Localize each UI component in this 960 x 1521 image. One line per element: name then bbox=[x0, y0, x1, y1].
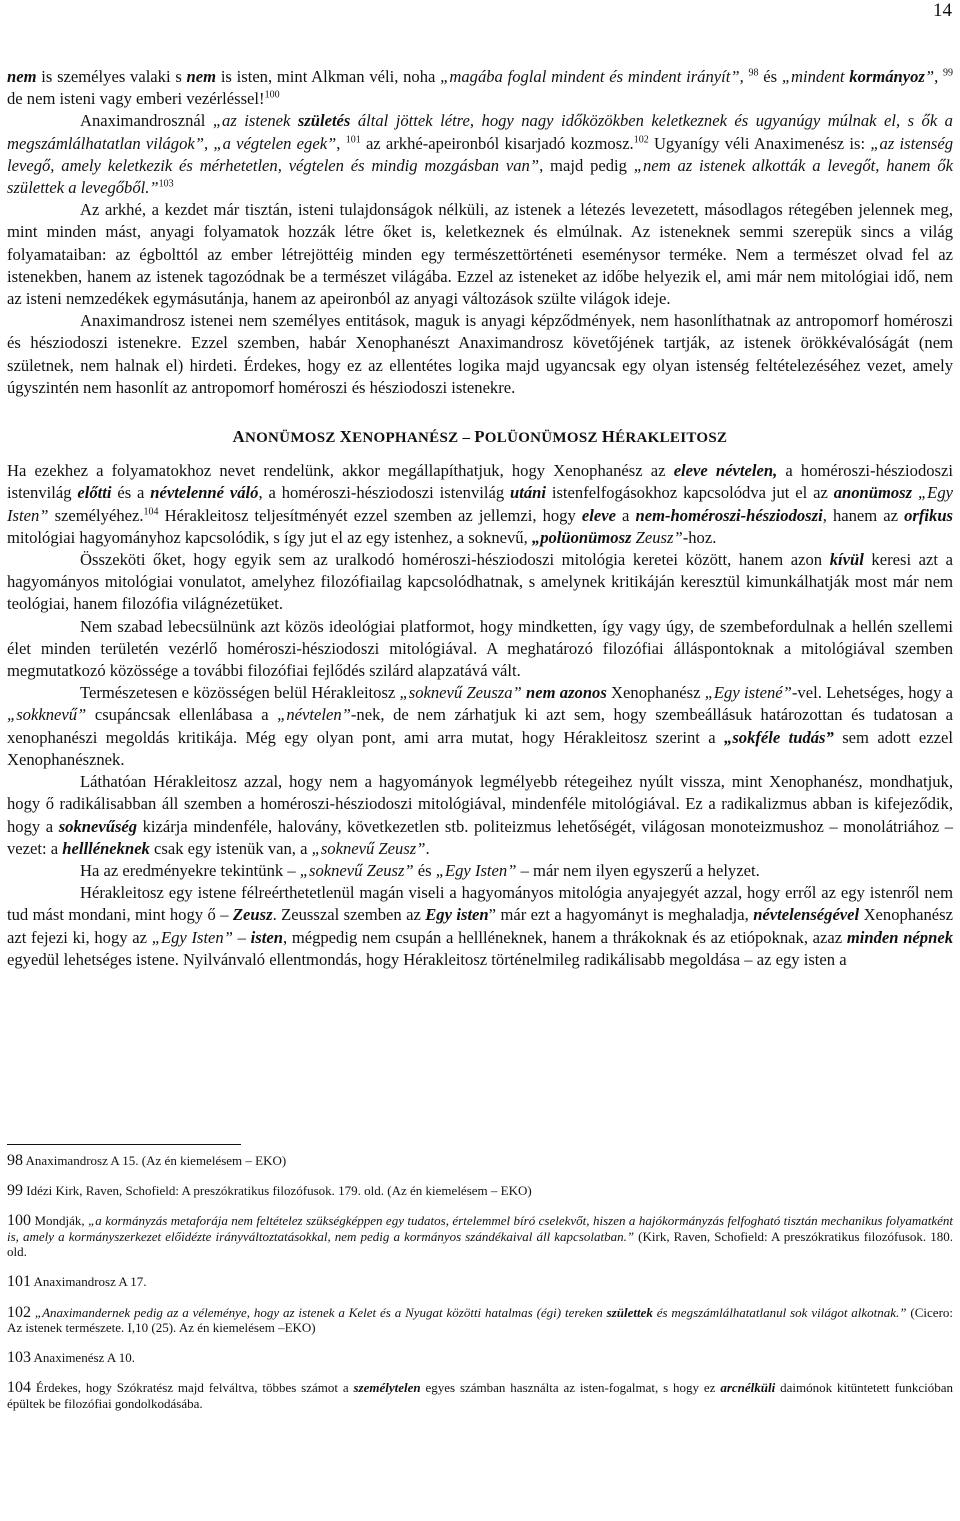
page-number: 14 bbox=[933, 0, 952, 21]
text-span: ” bbox=[924, 67, 935, 86]
footnote-ref[interactable]: 102 bbox=[633, 134, 649, 146]
text-span: orfikus bbox=[904, 505, 953, 525]
footnote-text: egyes számban használta az isten-fogalmat, s hogy ez bbox=[420, 1380, 721, 1396]
text-span: Hérakleitosz teljesítményét ezzel szemben az jellemzi, hogy bbox=[158, 505, 582, 525]
text-span: -nek, de nem zárhatjuk ki azt sem, hogy szembeállásuk határozottan és tudatosan a xenophanészi megoldás kritikája. Még egy olyan pont, ami arra mutat, hogy Hérakleitosz szerint a bbox=[7, 705, 953, 747]
footnote-text: arcnélküli bbox=[720, 1380, 776, 1396]
footnote bbox=[7, 1213, 953, 1260]
paragraph bbox=[7, 110, 953, 199]
text-span: Zeusz bbox=[232, 905, 273, 925]
text-span: anonümosz bbox=[833, 483, 913, 503]
footnote-text: Érdekes, hogy Szókratész majd felváltva, többes számot a bbox=[35, 1380, 354, 1396]
footnote-text: (Cicero: Az istenek természete. I,10 (25). Az én kiemelésem –EKO) bbox=[7, 1304, 954, 1336]
heading-word: ENOPHANÉSZ bbox=[352, 430, 459, 447]
text-span: és bbox=[758, 67, 782, 86]
paragraph bbox=[7, 460, 953, 549]
paragraph bbox=[7, 66, 953, 110]
text-span: „nem az istenek alkották a levegőt, hanem ők születtek a levegőből.” bbox=[7, 155, 953, 198]
text-span: isten bbox=[250, 927, 283, 947]
text-span: , bbox=[336, 133, 346, 153]
paragraph bbox=[7, 682, 953, 771]
text-span: -hoz. bbox=[682, 527, 717, 547]
text-span: „soknevű Zeusz” bbox=[299, 860, 414, 880]
footnote-ref[interactable]: 100 bbox=[264, 89, 280, 101]
footnote-text: személytelen bbox=[353, 1380, 421, 1396]
text-span: névtelenségével bbox=[753, 905, 860, 925]
footnote bbox=[7, 1305, 953, 1336]
heading-word: NONÜMOSZ bbox=[244, 430, 336, 447]
footnote bbox=[7, 1350, 953, 1366]
heading-initial: X bbox=[339, 427, 353, 447]
footnote-number: 99 bbox=[7, 1182, 23, 1200]
paragraph: Nem szabad lebecsülnünk azt közös ideológiai platformot, hogy mindketten, így vagy úgy, de szembefordulnak a hellén szellemi élet minden területén vezérlő homéroszi-hésziodoszi mitológiával. A meghatározó filozófiai álláspontoknak a mitológiával szemben megmutatkozó közössége a további filozófiai fejlődés szilárd alapzatává vált. bbox=[7, 616, 953, 681]
text-span: „Egy istené” bbox=[704, 683, 792, 703]
footnote-ref[interactable]: 98 bbox=[748, 67, 759, 79]
text-span: – már nem ilyen egyszerű a helyzet. bbox=[516, 860, 760, 880]
heading-word: ÉRAKLEITOSZ bbox=[615, 430, 728, 447]
text-span: nem bbox=[186, 67, 217, 86]
text-span: Természetesen e közösségen belül Hérakleitosz bbox=[80, 683, 400, 703]
footnote-text: születtek bbox=[606, 1304, 653, 1320]
heading-dash: – bbox=[462, 430, 471, 447]
text-span: névtelenné váló bbox=[150, 483, 259, 503]
text-span: hellléneknek bbox=[62, 838, 150, 858]
footnote-number: 100 bbox=[7, 1212, 31, 1230]
text-span: is isten, mint Alkman véli, noha bbox=[216, 67, 441, 86]
text-span: előtti bbox=[77, 483, 112, 503]
footnote-text: Anaximenész A 10. bbox=[33, 1350, 136, 1366]
text-span: az arkhé-apeironból kisarjadó kozmosz. bbox=[360, 133, 634, 153]
text-span: Zeusz” bbox=[631, 527, 683, 547]
text-span: is személyes valaki s bbox=[36, 67, 187, 86]
footnote-text: Idézi Kirk, Raven, Schofield: A preszókratikus filozófusok. 179. old. (Az én kiemelésem – EKO) bbox=[26, 1183, 532, 1199]
text-span: , a homéroszi-hésziodoszi istenvilág bbox=[258, 483, 511, 503]
footnote bbox=[7, 1380, 953, 1411]
text-span: „az istenek bbox=[212, 111, 298, 131]
text-span: , bbox=[739, 67, 749, 86]
paragraph bbox=[7, 860, 953, 882]
footnote-ref[interactable]: 99 bbox=[943, 67, 954, 79]
section-heading bbox=[7, 426, 953, 449]
text-span: „soknevű Zeusza” bbox=[399, 683, 522, 703]
text-span: Egy isten bbox=[425, 905, 489, 925]
text-span: Ha ezekhez a folyamatokhoz nevet rendelünk, akkor megállapíthatjuk, hogy Xenophanész az bbox=[7, 461, 674, 481]
footnote-number: 104 bbox=[7, 1379, 31, 1397]
footnote-text: Anaximandrosz A 15. (Az én kiemelésem – EKO) bbox=[25, 1153, 287, 1168]
text-span: , hanem az bbox=[822, 505, 905, 525]
text-span: kívül bbox=[829, 550, 864, 570]
text-span: a bbox=[615, 505, 636, 525]
text-span: Láthatóan Hérakleitosz azzal, hogy nem a hagyományok legmélyebb rétegeihez nyúlt vissza, mint Xenophanész, mondhatjuk, hogy ő radikálisabban áll szemben a homéroszi-hésziodoszi mitológiával, mindenféle mitológiával. Ez a radikalizmus abban is kifejeződik, hogy a bbox=[7, 772, 953, 836]
text-span: Összeköti őket, hogy egyik sem az uralkodó homéroszi-hésziodoszi mitológia keretei között, hanem azon bbox=[80, 550, 830, 570]
footnotes bbox=[7, 1153, 953, 1426]
text-span: „soknevű Zeusz” bbox=[311, 838, 426, 858]
footnote-text: „a kormányzás metaforája nem feltételez szükségképpen egy tudatos, értelemmel bíró cselekvőt, hiszen a hajókormányzás felfogható tisztán mechanikus folyamatként is, amely a kormányszerkezet előidézte irányváltoztatásokkal, nem pedig a kormányos szándékaival áll kapcsolatban.” bbox=[7, 1213, 953, 1244]
text-span: „sokknevű” bbox=[7, 705, 87, 725]
footnote-ref[interactable]: 101 bbox=[345, 134, 361, 146]
text-span: és a bbox=[111, 483, 151, 503]
footnote-divider bbox=[7, 1144, 241, 1145]
text-span: által jöttek létre, hogy nagy időközökben keletkeznek és ugyanúgy múlnak el, s ők a megszámlálhatatlan világok”, „a végtelen egek” bbox=[7, 111, 953, 153]
footnote bbox=[7, 1183, 953, 1199]
text-span: soknevűség bbox=[58, 816, 138, 836]
text-span: Xenophanész bbox=[606, 683, 705, 703]
text-span: mitológiai hagyományhoz kapcsolódik, s így jut el az egy istenhez, a soknevű, bbox=[7, 527, 532, 547]
footnote bbox=[7, 1274, 953, 1290]
text-span: „Egy Isten” bbox=[151, 927, 233, 947]
text-span: egyedül lehetséges istene. Nyilvánvaló ellentmondás, hogy Hérakleitosz történelmileg radikálisabb megoldása – az egy isten a bbox=[7, 949, 847, 969]
text-span: Ha az eredményekre tekintünk – bbox=[80, 860, 300, 880]
text-span: és bbox=[413, 860, 436, 880]
footnote-number: 103 bbox=[7, 1349, 31, 1367]
text-span: , mégpedig nem csupán a hellléneknek, hanem a thrákoknak és az etiópoknak, azaz bbox=[282, 927, 847, 947]
text-span: istenfelfogásokhoz kapcsolódva jut el az bbox=[546, 483, 834, 503]
text-span: kizárja mindenféle, halovány, következetlen stb. politeizmus lehetőségét, világosan monoteizmushoz – monolátriához – vezet: a bbox=[7, 816, 953, 858]
paragraph: Az arkhé, a kezdet már tisztán, isteni tulajdonságok nélküli, az istenek a létezés levezetett, másodlagos rétegében jelennek meg, mint minden mást, anyagi folyamatok hozzák létre őket is, keletkeznek és elmúlnak. Az isteneknek semmi szerepük sincs a világ folyamataiban: az égbolttól az ember létrejöttéig minden egy természettörténeti eseménysor terméke. Nem a természet olvad fel az istenekben, hanem az istenek tagozódnak be a természet világába. Ezzel az isteneket az időbe helyezik el, ami már nem mitológiai idő, nem az isteni nemzedékek egymásutánja, hanem az apeironból az anyagi változások szülte világok ideje. bbox=[7, 200, 953, 309]
text-span: a homéroszi-hésziodoszi istenvilág bbox=[7, 461, 953, 503]
text-span: személyéhez. bbox=[48, 505, 144, 525]
text-span: . bbox=[425, 838, 430, 858]
heading-initial: P bbox=[474, 427, 485, 447]
paragraph bbox=[7, 771, 953, 860]
footnote-ref[interactable]: 104 bbox=[143, 506, 159, 518]
text-span: eleve névtelen, bbox=[673, 461, 778, 481]
text-span: „polüonümosz bbox=[531, 527, 632, 547]
footnote bbox=[7, 1153, 953, 1169]
text-span: minden népnek bbox=[846, 927, 953, 947]
text-span: „sokféle tudás” bbox=[724, 727, 834, 747]
text-span: csak egy istenük van, a bbox=[149, 838, 312, 858]
text-span: -vel. Lehetséges, hogy a bbox=[791, 683, 953, 703]
text-span: keresi azt a hagyományos mitológiai vonulatot, amelyhez filozófiailag kapcsolódhatnak, s amelynek kritikáján keresztül kimunkálhatják most már nem teológiai, hanem filozófia világnézetüket. bbox=[7, 550, 953, 614]
footnote-ref[interactable]: 103 bbox=[158, 178, 174, 190]
heading-initial: H bbox=[601, 427, 616, 447]
text-span: Anaximandrosznál bbox=[80, 111, 213, 131]
main-text bbox=[7, 66, 953, 971]
heading-word: OLÜONÜMOSZ bbox=[484, 430, 598, 447]
text-span: , bbox=[934, 67, 944, 86]
text-span: „mindent bbox=[781, 67, 850, 86]
text-span: nem azonos bbox=[526, 683, 607, 703]
footnote-number: 101 bbox=[7, 1273, 31, 1291]
text-span: nem-homéroszi-hésziodoszi bbox=[635, 505, 823, 525]
footnote-number: 102 bbox=[7, 1303, 31, 1321]
text-span: csupáncsak ellenlábasa a bbox=[86, 705, 278, 725]
paragraph bbox=[7, 882, 953, 971]
text-span: eleve bbox=[581, 505, 616, 525]
footnote-text: „Anaximandernek pedig az a véleménye, hogy az istenek a Kelet és a Nyugat közötti hatalmas (égi) tereken bbox=[34, 1304, 607, 1320]
text-span: „Egy Isten” bbox=[7, 483, 953, 525]
text-span: utáni bbox=[510, 483, 546, 503]
paragraph bbox=[7, 549, 953, 616]
footnote-text: és megszámlálhatatlanul sok világot alkotnak.” bbox=[652, 1304, 907, 1320]
text-span: Hérakleitosz egy istene félreérthetetlenül magán viseli a hagyományos mitológia anyajegyét azzal, hogy erről az egy istenről nem tud mást mondani, mint hogy ő – bbox=[7, 883, 953, 925]
footnote-text: (Kirk, Raven, Schofield: A preszókratikus filozófusok. 180. old. bbox=[7, 1228, 953, 1260]
text-span: kormányoz bbox=[849, 67, 925, 86]
text-span: Ugyanígy véli Anaximenész is: bbox=[648, 133, 871, 153]
footnote-text: daimónok kitüntetett funkcióban épültek be filozófiai gondolkodásába. bbox=[7, 1380, 954, 1411]
text-span: . Zeusszal szemben az bbox=[272, 905, 426, 925]
footnote-number: 98 bbox=[7, 1152, 23, 1169]
text-span: ” már ezt a hagyományt is meghaladja, bbox=[488, 905, 754, 925]
text-span: „magába foglal mindent és mindent irányít” bbox=[440, 67, 740, 86]
text-span: nem bbox=[7, 67, 37, 86]
heading-initial: A bbox=[232, 427, 245, 447]
footnote-text: Anaximandrosz A 17. bbox=[33, 1274, 147, 1290]
text-span: , majd pedig bbox=[539, 155, 634, 175]
text-span: „Egy Isten” bbox=[435, 860, 517, 880]
footnote-text: Mondják, bbox=[34, 1213, 89, 1229]
text-span: Xenophanész azt fejezi ki, hogy az bbox=[7, 905, 953, 947]
text-span: „az istenség levegő, amely keletkezik és mérhetetlen, végtelen és mindig mozgásban van” bbox=[7, 133, 954, 175]
paragraph: Anaximandrosz istenei nem személyes entitások, maguk is anyagi képződmények, nem hasonlíthatnak az antropomorf homéroszi és hésziodoszi istenekre. Ezzel szemben, habár Xenophanészt Anaximandrosz követőjének tartják, az istenek örökkévalóságát (nem születnek, nem halnak el) hirdeti. Érdekes, hogy ez az ellentétes logika majd ugyancsak egy olyan istenség feltételezéséhez vezet, amely úgyszintén nem hasonlít az antropomorf homéroszi és hésziodoszi istenekre. bbox=[7, 311, 953, 397]
text-span: születés bbox=[297, 111, 351, 131]
text-span: – bbox=[232, 927, 251, 947]
text-span: „névtelen” bbox=[277, 705, 351, 725]
text-span: sem adott ezzel Xenophanésznek. bbox=[7, 727, 953, 769]
text-span: de nem isteni vagy emberi vezérléssel! bbox=[7, 89, 265, 109]
